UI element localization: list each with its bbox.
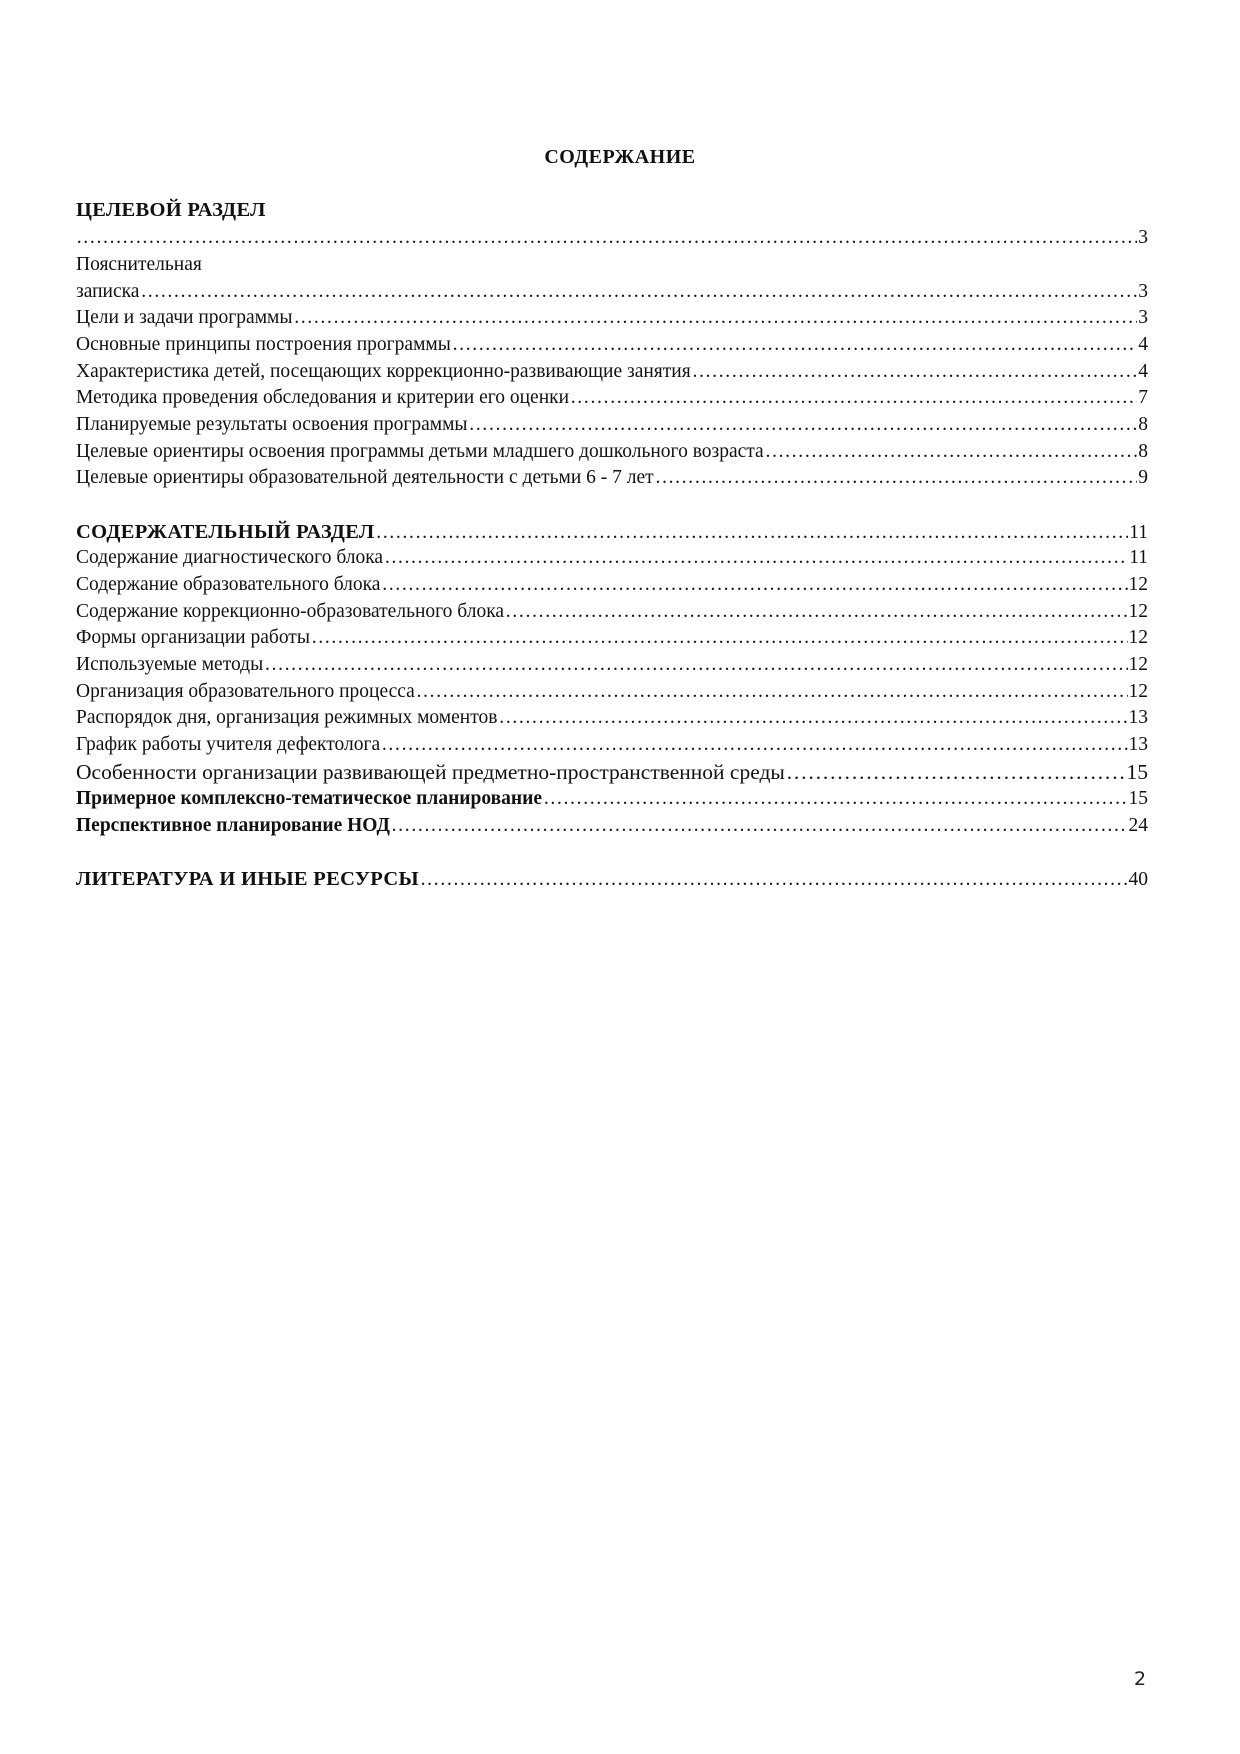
toc-entry-label-line1: Пояснительная (76, 254, 202, 275)
toc-entry-principles[interactable] (76, 333, 1148, 357)
toc-entry-prospective-planning[interactable] (76, 814, 1148, 838)
toc-page-number: 12 (1128, 681, 1148, 702)
leader-dots (452, 333, 1137, 357)
toc-entry-label: Распорядок дня, организация режимных моментов (76, 707, 498, 728)
toc-entry-label: Содержание диагностического блока (76, 547, 384, 568)
toc-page-number: 3 (1138, 227, 1148, 248)
toc-page-number: 3 (1138, 281, 1148, 302)
toc-entry-work-forms[interactable] (76, 626, 1148, 650)
leader-dots (765, 440, 1138, 464)
leader-dots (140, 280, 1137, 304)
toc-entry-targets-younger[interactable] (76, 440, 1148, 464)
leader-dots (76, 226, 1137, 250)
toc-entry-label: Примерное комплексно-тематическое планирование (76, 788, 543, 809)
leader-dots (375, 521, 1128, 545)
toc-entry-label: Целевые ориентиры освоения программы детьми младшего дошкольного возраста (76, 441, 764, 462)
leader-dots (264, 653, 1127, 677)
toc-page-number: 7 (1138, 387, 1148, 408)
leader-dots (381, 573, 1127, 597)
leader-dots (416, 680, 1128, 704)
toc-section-label: ЛИТЕРАТУРА И ИНЫЕ РЕСУРСЫ (76, 868, 419, 890)
leader-dots (420, 868, 1128, 892)
toc-page-number: 24 (1128, 815, 1148, 836)
toc-page-number: 12 (1128, 654, 1148, 675)
toc-section-label: СОДЕРЖАТЕЛЬНЫЙ РАЗДЕЛ (76, 521, 375, 543)
toc-page-number: 12 (1128, 574, 1148, 595)
leader-dots (384, 546, 1128, 570)
leader-dots (543, 787, 1127, 811)
toc-page-number: 9 (1138, 467, 1148, 488)
leader-dots (570, 386, 1137, 410)
toc-page-number: 4 (1138, 361, 1148, 382)
toc-entry-label: Основные принципы построения программы (76, 334, 451, 355)
toc-entry-explanatory-note[interactable] (76, 280, 1148, 304)
toc-page-number: 12 (1128, 627, 1148, 648)
toc-page-number: 15 (1126, 760, 1148, 784)
toc-entry-label: Используемые методы (76, 654, 264, 675)
leader-dots (293, 306, 1137, 330)
leader-dots (469, 413, 1138, 437)
toc-page-number: 11 (1129, 522, 1148, 543)
toc-page-number: 13 (1128, 734, 1148, 755)
toc-entry-label: Содержание коррекционно-образовательного блока (76, 601, 505, 622)
toc-page-number: 15 (1128, 788, 1148, 809)
toc-entry-label: записка (76, 281, 140, 302)
leader-dots (311, 626, 1128, 650)
toc-entry-label: Организация образовательного процесса (76, 681, 415, 702)
toc-entry-targets-6-7[interactable] (76, 466, 1148, 490)
toc-page-number: 13 (1128, 707, 1148, 728)
toc-entry-label: Планируемые результаты освоения программы (76, 414, 468, 435)
toc-entry-environment[interactable] (76, 760, 1148, 784)
toc-entry-label: Перспективное планирование НОД (76, 815, 390, 836)
leader-dots (381, 733, 1127, 757)
toc-entry-thematic-planning[interactable] (76, 787, 1148, 811)
section-heading-content[interactable] (76, 520, 1148, 545)
toc-entry-label: Содержание образовательного блока (76, 574, 381, 595)
toc-entry-label: Особенности организации развивающей предметно-пространственной среды (76, 760, 785, 784)
toc-entry-label: Цели и задачи программы (76, 307, 293, 328)
page-number: 2 (1134, 1668, 1147, 1690)
toc-entry-correctional-block[interactable] (76, 600, 1148, 624)
toc-entry-daily-routine[interactable] (76, 706, 1148, 730)
toc-entry-children-characteristics[interactable] (76, 360, 1148, 384)
section-heading-target: ЦЕЛЕВОЙ РАЗДЕЛ (76, 199, 266, 221)
toc-page-number: 8 (1138, 441, 1148, 462)
toc-entry-educational-block[interactable] (76, 573, 1148, 597)
leader-dots (692, 360, 1138, 384)
toc-entry-planned-results[interactable] (76, 413, 1148, 437)
toc-entry-examination-method[interactable] (76, 386, 1148, 410)
toc-entry-label: Целевые ориентиры образовательной деятельности с детьми 6 - 7 лет (76, 467, 654, 488)
leader-dots (786, 760, 1126, 784)
toc-entry-goals[interactable] (76, 306, 1148, 330)
toc-entry-target-dots[interactable] (76, 226, 1148, 250)
toc-entry-label: Методика проведения обследования и критерии его оценки (76, 387, 570, 408)
toc-page-number: 3 (1138, 307, 1148, 328)
toc-entry-label: Формы организации работы (76, 627, 310, 648)
toc-entry-diagnostic-block[interactable] (76, 546, 1148, 570)
toc-entry-label: Характеристика детей, посещающих коррекционно-развивающие занятия (76, 361, 691, 382)
toc-page-number: 4 (1138, 334, 1148, 355)
toc-entry-label: График работы учителя дефектолога (76, 734, 381, 755)
toc-page-number: 8 (1138, 414, 1148, 435)
toc-entry-process-organization[interactable] (76, 680, 1148, 704)
page-title: СОДЕРЖАНИЕ (544, 146, 696, 168)
toc-page-number: 12 (1128, 601, 1148, 622)
leader-dots (498, 706, 1127, 730)
toc-entry-defectologist-schedule[interactable] (76, 733, 1148, 757)
toc-page-number: 40 (1128, 869, 1148, 890)
toc-entry-methods[interactable] (76, 653, 1148, 677)
leader-dots (391, 814, 1128, 838)
toc-page-number: 11 (1129, 547, 1148, 568)
leader-dots (655, 466, 1138, 490)
leader-dots (505, 600, 1127, 624)
section-heading-literature[interactable] (76, 867, 1148, 892)
